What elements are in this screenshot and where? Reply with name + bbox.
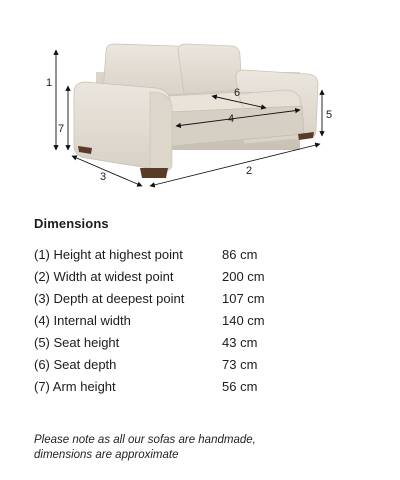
- sofa-illustration: [74, 44, 318, 178]
- dimension-row: [34, 265, 374, 287]
- dimension-row: [34, 309, 374, 331]
- dimension-row: [34, 287, 374, 309]
- dimension-value: 140 cm: [222, 312, 265, 328]
- dimension-value: 107 cm: [222, 290, 265, 306]
- marker-4: 4: [228, 113, 235, 125]
- dimension-value: 43 cm: [222, 334, 258, 350]
- marker-3: 3: [100, 171, 107, 183]
- marker-6: 6: [234, 87, 241, 99]
- dimensions-title: Dimensions: [34, 216, 109, 231]
- marker-2: 2: [246, 165, 253, 177]
- dimension-value: 56 cm: [222, 378, 258, 394]
- marker-1: 1: [46, 77, 53, 89]
- dimension-label: (5) Seat height: [34, 334, 120, 350]
- dimensions-list: [34, 243, 374, 397]
- dimension-row: [34, 331, 374, 353]
- dimension-label: (7) Arm height: [34, 378, 116, 394]
- dimension-row: [34, 375, 374, 397]
- dimension-label: (2) Width at widest point: [34, 268, 174, 284]
- dimension-row: [34, 243, 374, 265]
- handmade-note: Please note as all our sofas are handmade, dimensions are approximate: [34, 434, 256, 461]
- dimension-value: 200 cm: [222, 268, 265, 284]
- sofa-leg: [140, 168, 168, 178]
- dimension-label: (4) Internal width: [34, 312, 131, 328]
- dimension-value: 86 cm: [222, 246, 258, 262]
- dimension-value: 73 cm: [222, 356, 258, 372]
- dimension-label: (3) Depth at deepest point: [34, 290, 185, 306]
- sofa-dimension-diagram: [0, 0, 400, 200]
- marker-7: 7: [58, 123, 65, 135]
- dimension-row: [34, 353, 374, 375]
- dimension-label: (6) Seat depth: [34, 356, 117, 372]
- dimension-label: (1) Height at highest point: [34, 246, 183, 262]
- marker-5: 5: [326, 109, 333, 121]
